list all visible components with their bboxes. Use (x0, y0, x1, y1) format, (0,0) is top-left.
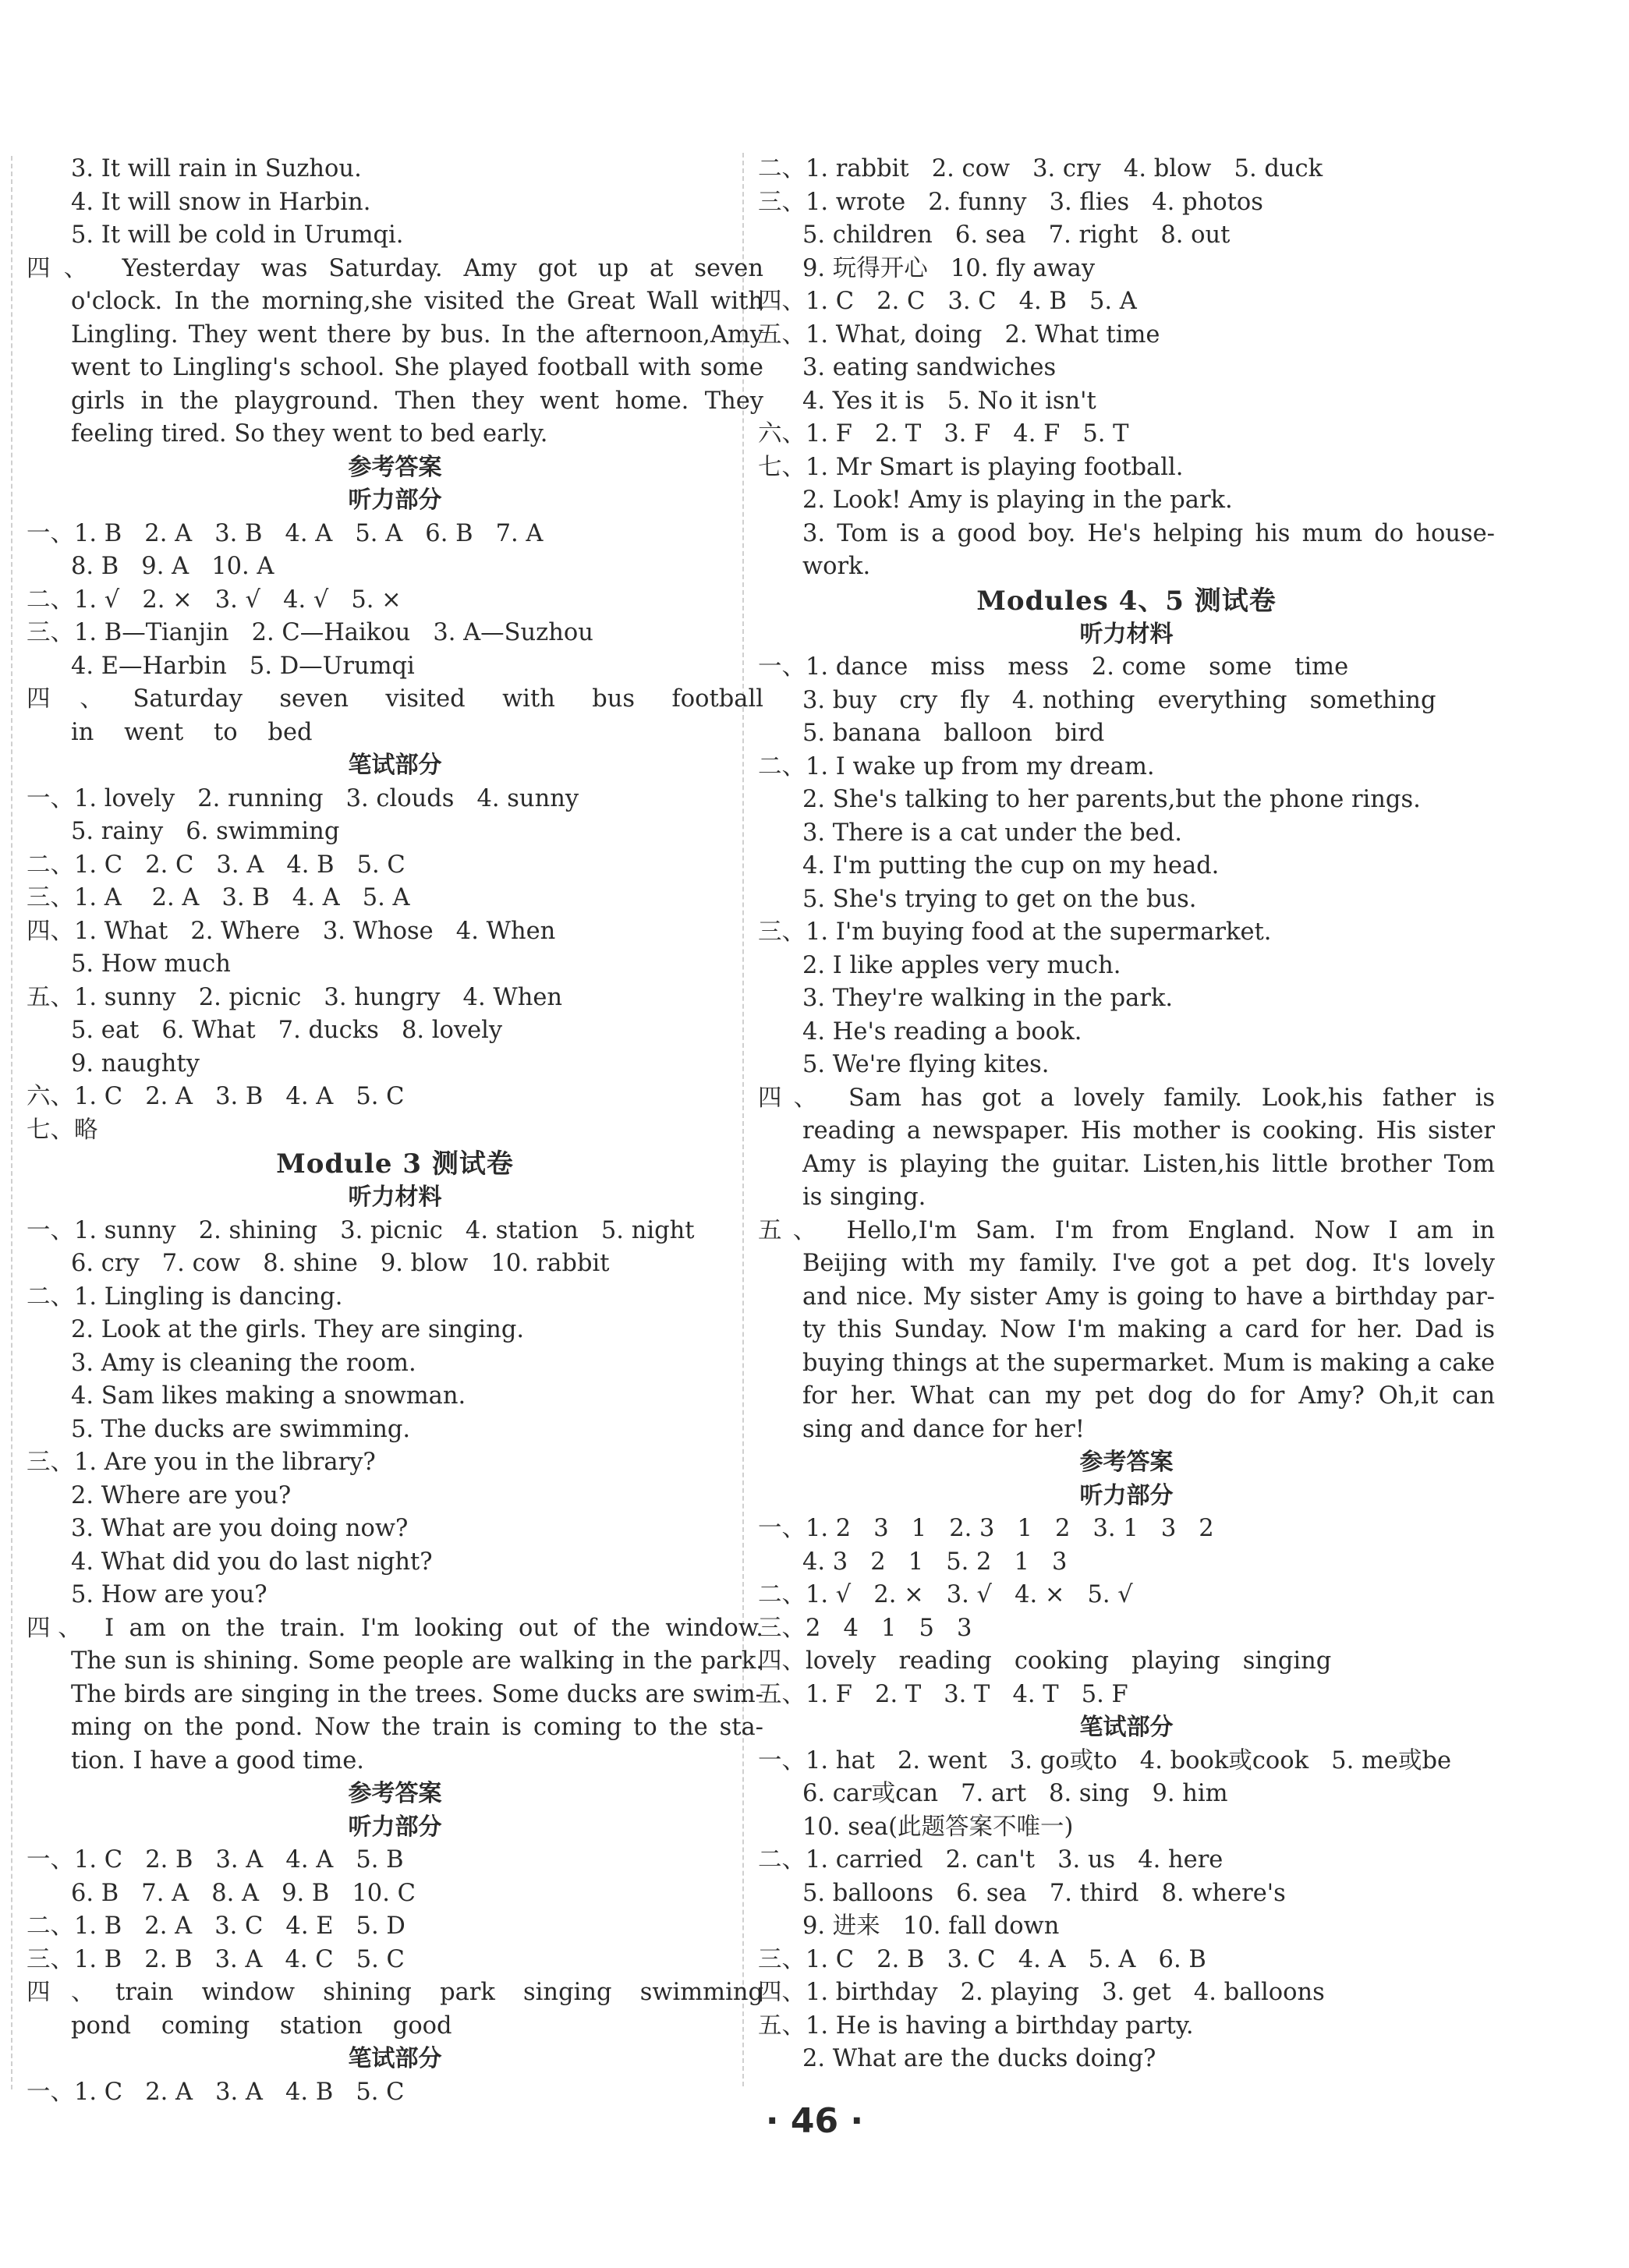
left-column (27, 153, 763, 2106)
answer-line: 一、1. dance miss mess 2. come some time (758, 653, 1349, 681)
answer-line: 9. 玩得开心 10. fly away (802, 254, 1096, 282)
subsection-heading: 听力材料 (348, 1184, 442, 1211)
answer-line: 2. Look at the girls. They are singing. (71, 1316, 525, 1343)
passage-line: 五、 Hello,I'm Sam. I'm from England. Now I am in (758, 1216, 1495, 1244)
answer-line: 5. It will be cold in Urumqi. (71, 221, 404, 249)
subsection-heading: 笔试部分 (1079, 1714, 1174, 1741)
answer-line: 四、1. C 2. C 3. C 4. B 5. A (758, 288, 1137, 315)
answer-line: 二、1. C 2. C 3. A 4. B 5. C (27, 851, 405, 879)
passage-line: ty this Sunday. Now I'm making a card for her. Dad is (802, 1316, 1495, 1343)
passage-line: buying things at the supermarket. Mum is making a cake (802, 1349, 1495, 1377)
answer-line: 五、1. He is having a birthday party. (758, 2011, 1194, 2040)
answer-line: 4. He's reading a book. (802, 1017, 1082, 1046)
passage-line: 四、 Sam has got a lovely family. Look,his father is (758, 1084, 1495, 1112)
answer-line: 三、1. I'm buying food at the supermarket. (758, 918, 1272, 946)
answer-line: 一、1. lovely 2. running 3. clouds 4. sunny (27, 784, 579, 812)
answer-line: 6. B 7. A 8. A 9. B 10. C (71, 1879, 416, 1907)
passage-line: and nice. My sister Amy is going to have a birthday par- (802, 1283, 1495, 1311)
passage-line: reading a newspaper. His mother is cooking. His sister (802, 1117, 1495, 1145)
answer-line: 5. rainy 6. swimming (71, 818, 340, 845)
answer-line: 一、1. C 2. A 3. A 4. B 5. C (27, 2078, 405, 2106)
answer-line: 三、1. C 2. B 3. C 4. A 5. A 6. B (758, 1945, 1206, 1973)
answer-line: 6. car或can 7. art 8. sing 9. him (802, 1780, 1228, 1807)
answer-line: 5. The ducks are swimming. (71, 1415, 411, 1443)
subsection-heading: 听力部分 (348, 487, 442, 514)
answer-line: 二、1. carried 2. can't 3. us 4. here (758, 1846, 1224, 1873)
subsection-heading: 参考答案 (348, 1780, 442, 1807)
answer-line: 五、1. What, doing 2. What time (758, 320, 1160, 349)
answer-line: 六、1. F 2. T 3. F 4. F 5. T (758, 420, 1129, 448)
subsection-heading: 听力部分 (1079, 1481, 1174, 1509)
answer-line: 2. Where are you? (71, 1481, 292, 1509)
answer-line: 2. Look! Amy is playing in the park. (802, 487, 1233, 514)
answer-line: 5. balloons 6. sea 7. third 8. where's (802, 1879, 1286, 1907)
answer-line: 4. E—Harbin 5. D—Urumqi (71, 652, 415, 680)
subsection-heading: 笔试部分 (348, 752, 442, 779)
answer-line: 4. Sam likes making a snowman. (71, 1382, 466, 1410)
answer-line: 4. What did you do last night? (71, 1548, 433, 1576)
left-margin-rule (11, 156, 12, 2089)
answer-line: 5. banana balloon bird (802, 720, 1105, 747)
answer-line: feeling tired. So they went to bed early. (71, 420, 548, 448)
answer-line: 七、略 (27, 1116, 98, 1144)
subsection-heading: 参考答案 (348, 453, 442, 481)
passage-line: o'clock. In the morning,she visited the Great Wall with (71, 288, 763, 315)
answer-line: 一、1. hat 2. went 3. go或to 4. book或cook 5. me或be (758, 1746, 1452, 1774)
answer-line: tion. I have a good time. (71, 1746, 364, 1774)
passage-line: The birds are singing in the trees. Some ducks are swim- (71, 1680, 763, 1708)
section-heading: Module 3 测试卷 (276, 1148, 514, 1180)
answer-line: 3. There is a cat under the bed. (802, 819, 1182, 847)
passage-line: 四、Saturday seven visited with bus football (27, 685, 763, 713)
answer-line: 三、1. B 2. B 3. A 4. C 5. C (27, 1945, 405, 1973)
answer-line: 5. How much (71, 950, 231, 978)
answer-line: 六、1. C 2. A 3. B 4. A 5. C (27, 1083, 405, 1110)
answer-line: 4. I'm putting the cup on my head. (802, 852, 1220, 879)
answer-line: 6. cry 7. cow 8. shine 9. blow 10. rabbit (71, 1250, 610, 1277)
answer-line: 2. What are the ducks doing? (802, 2045, 1156, 2072)
answer-line: 3. buy cry fly 4. nothing everything something (802, 686, 1436, 714)
answer-line: 4. It will snow in Harbin. (71, 188, 371, 216)
answer-line: pond coming station good (71, 2011, 452, 2040)
passage-line: 四、 Yesterday was Saturday. Amy got up at seven (27, 254, 763, 282)
answer-line: 4. 3 2 1 5. 2 1 3 (802, 1548, 1068, 1576)
answer-line: 二、1. B 2. A 3. C 4. E 5. D (27, 1912, 405, 1940)
answer-line: 三、1. B—Tianjin 2. C—Haikou 3. A—Suzhou (27, 619, 593, 646)
answer-line: 3. It will rain in Suzhou. (71, 155, 362, 182)
subsection-heading: 笔试部分 (348, 2045, 442, 2072)
answer-line: sing and dance for her! (802, 1415, 1085, 1443)
answer-line: 四、1. What 2. Where 3. Whose 4. When (27, 917, 556, 945)
answer-line: 9. naughty (71, 1049, 200, 1077)
answer-line: 三、2 4 1 5 3 (758, 1614, 972, 1642)
answer-line: 3. eating sandwiches (802, 354, 1057, 381)
answer-line: 五、1. F 2. T 3. T 4. T 5. F (758, 1680, 1128, 1708)
answer-line: 三、1. wrote 2. funny 3. flies 4. photos (758, 188, 1263, 216)
answer-line: 四、1. birthday 2. playing 3. get 4. balloons (758, 1979, 1325, 2006)
answer-line: 七、1. Mr Smart is playing football. (758, 453, 1184, 481)
subsection-heading: 参考答案 (1079, 1449, 1174, 1476)
passage-line: 3. Tom is a good boy. He's helping his mum do house- (802, 519, 1495, 547)
right-column (758, 153, 1495, 2090)
answer-line: 5. How are you? (71, 1581, 267, 1608)
passage-line: for her. What can my pet dog do for Amy? Oh,it can (802, 1382, 1495, 1410)
answer-line: 一、1. C 2. B 3. A 4. A 5. B (27, 1846, 404, 1873)
answer-line: 2. I like apples very much. (802, 951, 1121, 979)
passage-line: girls in the playground. Then they went home. They (71, 387, 763, 415)
passage-line: Beijing with my family. I've got a pet dog. It's lovely (802, 1250, 1495, 1277)
answer-line: 二、1. rabbit 2. cow 3. cry 4. blow 5. duck (758, 155, 1323, 182)
answer-line: work. (802, 553, 871, 580)
answer-line: 二、1. √ 2. × 3. √ 4. × 5. √ (758, 1581, 1133, 1608)
passage-line: Amy is playing the guitar. Listen,his little brother Tom (802, 1150, 1495, 1178)
answer-line: 四、lovely reading cooking playing singing (758, 1647, 1332, 1675)
answer-line: 一、1. sunny 2. shining 3. picnic 4. station 5. night (27, 1216, 695, 1244)
answer-line: 三、1. A 2. A 3. B 4. A 5. A (27, 884, 410, 911)
subsection-heading: 听力部分 (348, 1813, 442, 1841)
answer-line: in went to bed (71, 718, 313, 746)
passage-line: ming on the pond. Now the train is coming to the sta- (71, 1714, 763, 1741)
answer-line: 5. children 6. sea 7. right 8. out (802, 221, 1231, 249)
section-heading: Modules 4、5 测试卷 (976, 585, 1277, 617)
answer-line: is singing. (802, 1184, 926, 1211)
answer-line: 五、1. sunny 2. picnic 3. hungry 4. When (27, 983, 563, 1011)
answer-line: 3. What are you doing now? (71, 1515, 409, 1542)
answer-line: 3. Amy is cleaning the room. (71, 1349, 416, 1377)
answer-line: 三、1. Are you in the library? (27, 1449, 376, 1476)
answer-line: 8. B 9. A 10. A (71, 553, 274, 580)
answer-line: 二、1. √ 2. × 3. √ 4. √ 5. × (27, 586, 402, 614)
answer-line: 一、1. 2 3 1 2. 3 1 2 3. 1 3 2 (758, 1515, 1214, 1542)
answer-line: 二、1. Lingling is dancing. (27, 1283, 343, 1311)
answer-line: 一、1. B 2. A 3. B 4. A 5. A 6. B 7. A (27, 519, 544, 547)
answer-line: 4. Yes it is 5. No it isn't (802, 387, 1096, 415)
answer-line: 9. 进来 10. fall down (802, 1912, 1060, 1940)
passage-line: 四、train window shining park singing swimming (27, 1979, 763, 2006)
passage-line: Lingling. They went there by bus. In the afternoon,Amy (71, 320, 763, 349)
passage-line: 四、 I am on the train. I'm looking out of the window. (27, 1614, 763, 1642)
answer-line: 10. sea(此题答案不唯一) (802, 1813, 1074, 1841)
answer-line: 二、1. I wake up from my dream. (758, 752, 1155, 780)
answer-line: 5. We're flying kites. (802, 1051, 1050, 1078)
answer-line: 5. eat 6. What 7. ducks 8. lovely (71, 1017, 503, 1044)
answer-line: 3. They're walking in the park. (802, 985, 1174, 1012)
subsection-heading: 听力材料 (1079, 620, 1174, 648)
answer-line: 5. She's trying to get on the bus. (802, 885, 1197, 913)
passage-line: The sun is shining. Some people are walking in the park. (71, 1647, 763, 1675)
page-number: · 46 · (765, 2101, 864, 2141)
passage-line: went to Lingling's school. She played football with some (71, 354, 763, 381)
answer-line: 2. She's talking to her parents,but the phone rings. (802, 786, 1421, 813)
